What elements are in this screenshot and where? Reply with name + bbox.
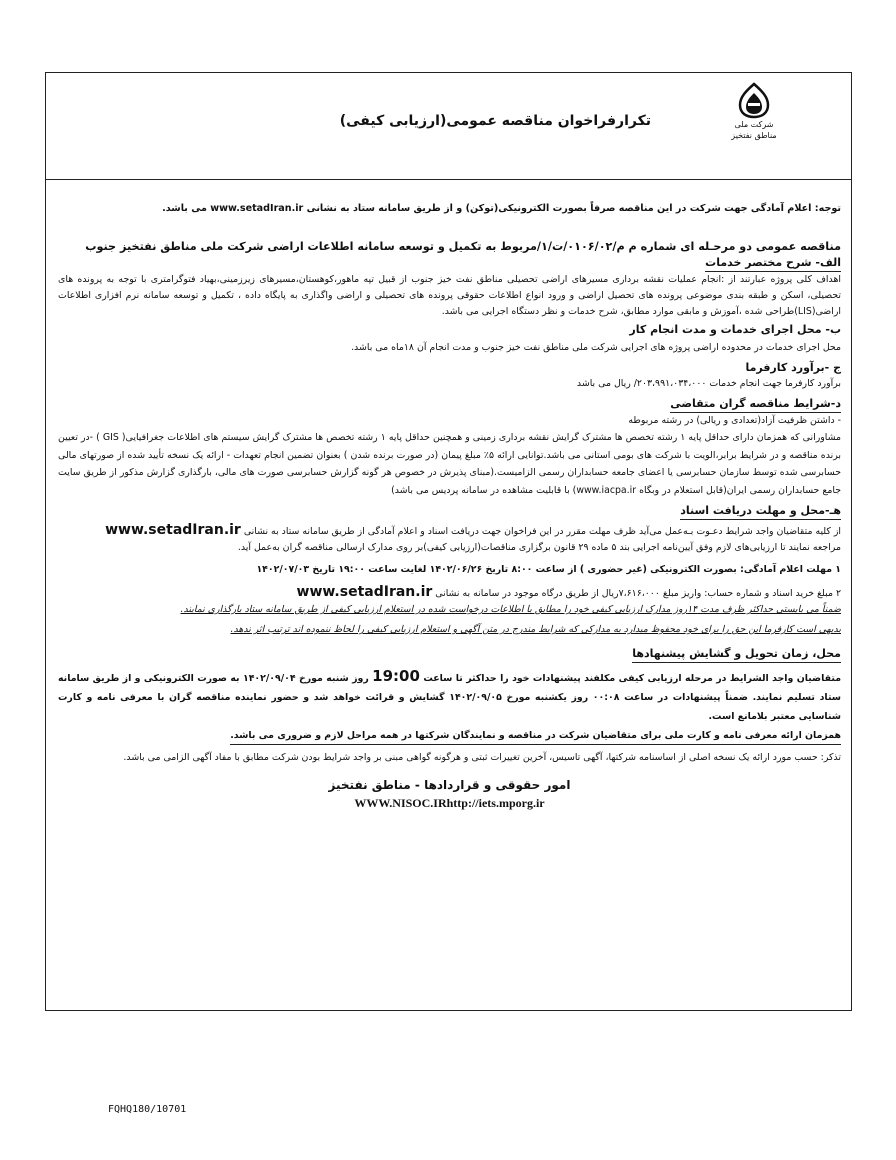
- section-a-heading: الف- شرح مختصر خدمات: [58, 255, 841, 272]
- header: [46, 73, 851, 180]
- section-e-note1: ضمناً می بایستی حداکثر ظرف مدت ۱۴روز مدارک ارزیابی کیفی خود را مطابق با اطلاعات درخواست شده در استعلام ارزیابی کیفی از طریق سامانه ستاد بارگذاری نمایند.: [180, 604, 841, 615]
- setad-link-2[interactable]: www.setadIran.ir: [296, 584, 433, 600]
- content: [58, 191, 841, 811]
- signature-url[interactable]: WWW.NISOC.IRhttp://iets.mporg.ir: [354, 796, 545, 810]
- section-d-line1: - داشتن ظرفیت آزاد(تعدادی و ریالی) در رشته مربوطه: [628, 415, 841, 426]
- page-title: تکرارفراخوان مناقصه عمومی(ارزیابی کیفی): [339, 113, 651, 129]
- section-b-body: محل اجرای خدمات در محدوده اراضی پروژه های اجرایی شرکت ملی مناطق نفت خیز جنوب و مدت انجام آن ۱۸ماه می باشد.: [351, 342, 841, 353]
- section-e-body2: مراجعه نمایند تا ارزیابی‌های لازم وفق آیین‌نامه اجرایی بند ۵ ماده ۲۹ قانون برگزاری مناقصات(ارزیابی کیفی)بر روی مدارک ارسالی مناقصه گران به‌عمل آید.: [237, 542, 841, 553]
- deadline-time: 19:00: [372, 667, 420, 685]
- signature-dept: امور حقوقی و قراردادها - مناطق نفتخیز: [328, 778, 571, 792]
- section-e-body1-text: از کلیه متقاضیان واجد شرایط دعـوت بـه‌عمل می‌آید ظرف مهلت مقرر در این فراخوان جهت دریافت اسناد و اعلام آمادگی از طریق سامانه ستاد به نشانی: [243, 526, 841, 537]
- section-e-body1: [58, 522, 841, 540]
- notice: توجه: اعلام آمادگی جهت شرکت در این مناقصه صرفاً بصورت الکترونیکی(توکن) و از طریق سامانه ستاد به نشانی www.setadIran.ir می باشد.: [162, 203, 841, 214]
- flame-emblem-icon: [732, 81, 776, 119]
- section-c-body: برآورد کارفرما جهت انجام خدمات ۲۰۳،۹۹۱،۰۳۴،۰۰۰/ ریال می باشد: [576, 378, 841, 389]
- section-d-line2: مشاورانی که همزمان دارای حداقل پایه ۱ رشته تخصص ها مشترک گرایش نقشه برداری زمینی و همچنین حداقل پایه ۱ رشته تخصص ها مشترک گرایش سیستم های اطلاعات جغرافیایی( GIS ) -در تعیین برنده مناقصه و در شرایط برابر،الویت با شرکت های بومی استانی می باشد.توانایی ارائه ۵٪ مبلغ پیمان (در صورت برنده شدن ) بعنوان تضمین انجام تعهدات - ارائه یک نسخه تأیید شده از صورتهای مالی حسابرسی شده توسط سازمان حسابرسی یا اعضای جامعه حسابداران رسمی الزامیست.(مبنای پذیرش در خصوص هر گونه گزارش حسابرسی صورت های مالی، بارگذاری گزارش مذکور از طریق سایت جامع حسابداران رسمی ایران(قابل استعلام در وبگاه www.iacpa.ir) با قابلیت مشاهده در سامانه پردیس می باشد): [58, 432, 842, 496]
- section-a-body: اهداف کلی پروژه عبارتند از :انجام عملیات نقشه برداری مسیرهای اراضی تحصیلی مناطق نفت خیز جنوب از قبیل تپه ماهور،کوهستان،مسیرهای زیرزمینی،بهیاد فتوگرامتری با توجه به پرونده های تحصیلی، اسکن و طبقه بندی موضوعی پرونده های تحصیل اراضی و ورود انواع اطلاعات حقوقی پرونده های تحصیلی و اراضی واگذاری به پایگاه داده ، تکمیل و توسعه سامانه نرم افزاری اطلاعات اراضی(LIS)طراحی شده ،آموزش و مابقی موارد مطابق، شرح خدمات و نظر دستگاه اجرایی می باشد.: [58, 274, 841, 317]
- section-d-heading: د-شرایط مناقصه گران متقاضی: [58, 396, 841, 413]
- logo-line-2: مناطق نفتخیز: [731, 131, 777, 140]
- section-e-item2-text: ۲ مبلغ خرید اسناد و شماره حساب: واریز مبلغ ۷،۶۱۶،۰۰۰ریال از طریق درگاه موجود در سامانه به نشانی: [435, 588, 841, 599]
- section-b-heading: ب- محل اجرای خدمات و مدت انجام کار: [629, 323, 841, 336]
- section-e-item1: ۱ مهلت اعلام آمادگی: بصورت الکترونیکی (غیر حضوری ) از ساعت ۸:۰۰ تاریخ ۱۴۰۲/۰۶/۲۶ لغایت ساعت ۱۹:۰۰ تاریخ ۱۴۰۲/۰۷/۰۳: [256, 564, 841, 575]
- section-e-item2: [58, 584, 841, 602]
- logo-line-1: شرکت ملی: [734, 120, 774, 129]
- section-c-heading: ج -برآورد کارفرما: [745, 361, 841, 374]
- tender-title: مناقصه عمومی دو مرحـله ای شماره م م/۰۱۰۶/۰۲/ت/۱/مربوط به تکمیل و توسعه سامانه اطلاعات اراضی شرکت ملی مناطق نفتخیز جنوب: [85, 240, 841, 253]
- section-e-note2: بدیهی است کارفرما این حق را برای خود محفوظ میدارد به مدارکی که شرایط مندرج در متن آگهی و استعلام ارزیابی کیفی را لحاظ ننموده اند ترتیب اثر ندهد.: [230, 624, 841, 635]
- section-f-note: همزمان ارائه معرفی نامه و کارت ملی برای متقاضیان شرکت در مناقصه و نمایندگان شرکتها در همه مراحل لازم و ضروری می باشد.: [58, 728, 841, 745]
- section-e-heading: هـ-محل و مهلت دریافت اسناد: [58, 503, 841, 520]
- section-f-heading: محل، زمان تحویل و گشایش پیشنهادها: [58, 646, 841, 663]
- section-f-body-post: روز شنبه مورخ ۱۴۰۲/۰۹/۰۴ به صورت الکترونیکی و از طریق سامانه ستاد تسلیم نمایند. ضمناً پیشنهادات در ساعت ۰۰:۰۸ روز یکشنبه مورخ ۱۴۰۲/۰۹/۰۵ گشایش و قرائت خواهد شد و حضور نماینده مناقصه گران با معرفی نامه و کارت شناسایی معتبر بلامانع است.: [58, 673, 841, 722]
- company-logo: [719, 81, 789, 141]
- section-f-remark: تذکر: حسب مورد ارائه یک نسخه اصلی از اساسنامه شرکتها، آگهی تاسیس، آخرین تغییرات ثبتی و هرگونه گواهی مبنی بر واجد شرایط بودن شرکت مطابق با مفاد آگهی الزامی می باشد.: [123, 752, 841, 763]
- section-f-body: [58, 667, 841, 726]
- footer-code: FQHQ180/10701: [108, 1104, 187, 1115]
- setad-link[interactable]: www.setadIran.ir: [105, 522, 241, 538]
- document-frame: [45, 72, 852, 1011]
- section-f-body-pre: متقاضیان واجد الشرایط در مرحله ارزیابی کیفی مکلفند پیشنهادات خود را حداکثر تا ساعت: [423, 673, 842, 684]
